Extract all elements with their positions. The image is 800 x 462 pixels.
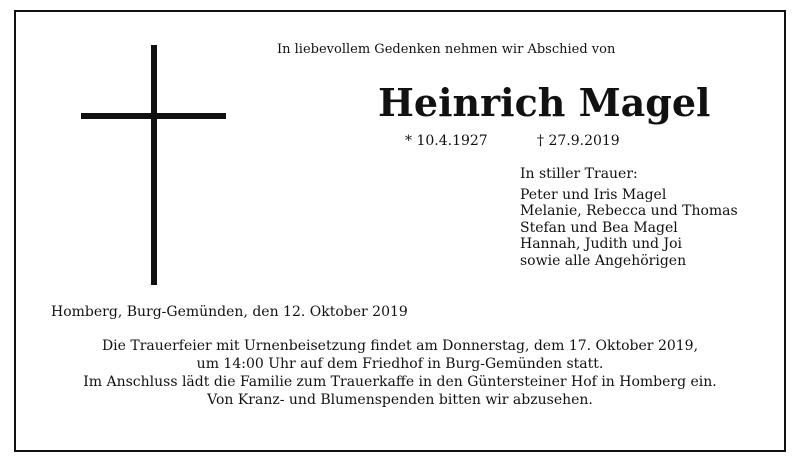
- mourners-block: [520, 166, 738, 269]
- mourner-line: sowie alle Angehörigen: [520, 252, 687, 269]
- mourners-heading: In stiller Trauer:: [520, 166, 638, 182]
- mourner-line: Hannah, Judith und Joi: [520, 236, 682, 252]
- birth-date: * 10.4.1927: [405, 133, 488, 149]
- death-date: † 27.9.2019: [537, 133, 620, 149]
- mourner-line: Melanie, Rebecca und Thomas: [520, 203, 738, 219]
- mourner-line: Peter und Iris Magel: [520, 186, 667, 203]
- funeral-details: [30, 337, 770, 409]
- deceased-name: Heinrich Magel: [378, 80, 711, 125]
- details-line: Von Kranz- und Blumenspenden bitten wir abzusehen.: [207, 392, 593, 408]
- details-line: Die Trauerfeier mit Urnenbeisetzung findet am Donnerstag, dem 17. Oktober 2019,: [101, 338, 699, 354]
- cross-vertical-bar: [151, 45, 157, 285]
- mourner-line: Stefan und Bea Magel: [520, 219, 678, 236]
- intro-text: In liebevollem Gedenken nehmen wir Abschied von: [277, 42, 616, 57]
- cross-horizontal-bar: [81, 113, 226, 119]
- details-line: um 14:00 Uhr auf dem Friedhof in Burg-Gemünden statt.: [196, 356, 604, 372]
- place-and-date: Homberg, Burg-Gemünden, den 12. Oktober 2019: [51, 304, 408, 320]
- details-line: Im Anschluss lädt die Familie zum Trauerkaffe in den Güntersteiner Hof in Homberg ein.: [83, 374, 717, 390]
